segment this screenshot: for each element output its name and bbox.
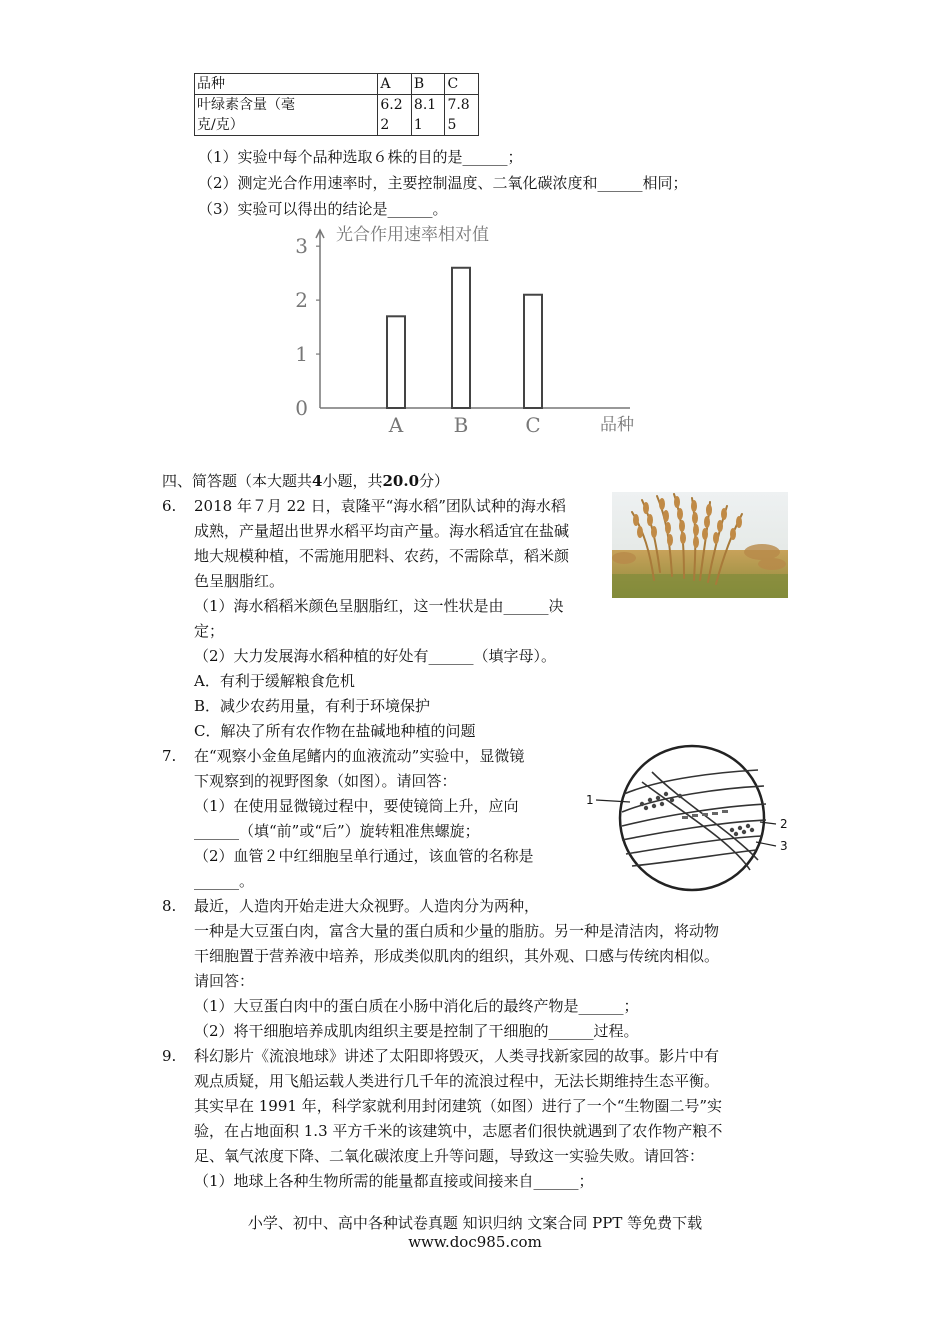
table-row [195,95,479,136]
bar-C [524,295,542,408]
cell-line: 2 [380,117,390,133]
cell-line: 叶绿素含量（毫 [197,97,295,113]
q8-stem-line: 最近，人造肉开始走进大众视野。人造肉分为两种， [194,897,540,915]
table-cell: B [411,74,445,95]
table-cell [378,95,412,136]
chlorophyll-table [194,73,479,136]
y-tick-label: 3 [295,234,308,259]
cell-line: 克/克） [197,117,244,133]
q6-subquestion-1: （1）海水稻稻米颜色呈胭脂红，这一性状是由______决 [194,597,564,615]
section-title-part: 四、简答题（本大题共 [162,472,313,490]
x-tick-label: B [453,413,469,437]
table-cell [445,95,479,136]
section-title-part: 分） [419,472,450,490]
q6-stem-line: 成熟，产量超出世界水稻平均亩产量。海水稻适宜在盐碱 [194,522,570,540]
table-cell [411,95,445,136]
diagram-label-1: 1 [586,793,594,807]
x-axis-label: 品种 [600,415,634,435]
q5-subquestion-1: （1）实验中每个品种选取６株的目的是______； [198,148,523,166]
q5-subquestion-3: （3）实验可以得出的结论是______。 [198,200,448,218]
footer-ad-text: 小学、初中、高中各种试卷真题 知识归纳 文案合同 PPT 等免费下载 [247,1214,703,1232]
q6-subquestion-1-cont: 定； [194,622,225,640]
sea-rice-photo [612,492,788,598]
q9-stem-line: 验，在占地面积 1.3 平方千米的该建筑中，志愿者们很快就遇到了农作物产粮不 [194,1122,723,1140]
diagram-label-2: 2 [780,817,788,831]
bar-A [387,316,405,408]
q6-option-c: C．解决了所有农作物在盐碱地种植的问题 [194,722,476,740]
cell-line: 5 [447,117,457,133]
footer-url-link[interactable]: www.doc985.com [408,1233,542,1251]
q6-subquestion-2: （2）大力发展海水稻种植的好处有______（填字母）。 [194,647,557,665]
q7-subquestion-1-cont: ______（填“前”或“后”）旋转粗准焦螺旋； [194,822,480,840]
q8-stem-line: 一种是大豆蛋白肉，富含大量的蛋白质和少量的脂肪。另一种是清洁肉，将动物 [194,922,720,940]
y-axis-label: 光合作用速率相对值 [336,225,489,245]
q7-subquestion-2: （2）血管２中红细胞呈单行通过，该血管的名称是 [194,847,534,865]
cell-line: 7.8 [447,97,470,113]
q9-stem-line: 观点质疑，用飞船运载人类进行几千年的流浪过程中，无法长期维持生态平衡。 [194,1072,720,1090]
table-cell: A [378,74,412,95]
y-tick-label: 0 [295,396,308,420]
section-question-count: 4 [312,472,323,490]
q6-option-a: A．有利于缓解粮食危机 [194,672,355,690]
photosynthesis-bar-chart [290,218,660,448]
q7-subquestion-1: （1）在使用显微镜过程中，要使镜筒上升，应向 [194,797,519,815]
x-tick-label: C [525,413,541,437]
q8-subquestion-1: （1）大豆蛋白肉中的蛋白质在小肠中消化后的最终产物是______； [194,997,639,1015]
section-title-part: 小题，共 [322,472,383,490]
q8-subquestion-2: （2）将干细胞培养成肌肉组织主要是控制了干细胞的______过程。 [194,1022,639,1040]
section-score: 20.0 [382,472,420,490]
q7-stem-line: 下观察到的视野图象（如图）。请回答： [194,772,457,790]
q9-stem-line: 其实早在 1991 年，科学家就利用封闭建筑（如图）进行了一个“生物圈二号”实 [194,1097,723,1115]
q7-subquestion-2-cont: ______。 [194,872,255,890]
microscope-view-diagram [582,742,802,894]
q9-stem-line: 足、氧气浓度下降、二氧化碳浓度上升等问题，导致这一实验失败。请回答： [194,1147,705,1165]
q9-subquestion-1: （1）地球上各种生物所需的能量都直接或间接来自______； [194,1172,594,1190]
q6-stem-line: 地大规模种植，不需施用肥料、农药，不需除草，稻米颜 [194,547,570,565]
cell-line: 8.1 [413,97,437,113]
diagram-label-3: 3 [780,839,788,853]
q7-stem-line: 在“观察小金鱼尾鳍内的血液流动”实验中，显微镜 [194,747,525,765]
question-number: 8. [162,897,177,915]
table-cell: 品种 [195,74,378,95]
cell-line: 6.2 [380,97,403,113]
x-tick-label: A [388,413,404,437]
q6-option-b: B．减少农药用量，有利于环境保护 [194,697,431,715]
table-header-row [195,74,479,95]
q6-stem-line: 2018 年７月 22 日，袁隆平“海水稻”团队试种的海水稻 [194,497,566,515]
q5-subquestion-2: （2）测定光合作用速率时，主要控制温度、二氧化碳浓度和______相同； [198,174,688,192]
section-title [162,470,449,492]
cell-line: 1 [413,117,423,133]
q8-stem-line: 干细胞置于营养液中培养，形成类似肌肉的组织，其外观、口感与传统肉相似。 [194,947,720,965]
question-number: 7. [162,747,177,765]
y-tick-label: 1 [295,342,308,367]
y-tick-label: 2 [295,288,308,313]
bar-B [452,268,470,408]
q9-stem-line: 科幻影片《流浪地球》讲述了太阳即将毁灭，人类寻找新家园的故事。影片中有 [194,1047,720,1065]
q8-stem-line: 请回答： [194,972,255,990]
question-number: 6. [162,497,177,515]
table-cell: C [445,74,479,95]
table-cell [195,95,378,136]
question-number: 9. [162,1047,177,1065]
q6-stem-line: 色呈胭脂红。 [194,572,285,590]
